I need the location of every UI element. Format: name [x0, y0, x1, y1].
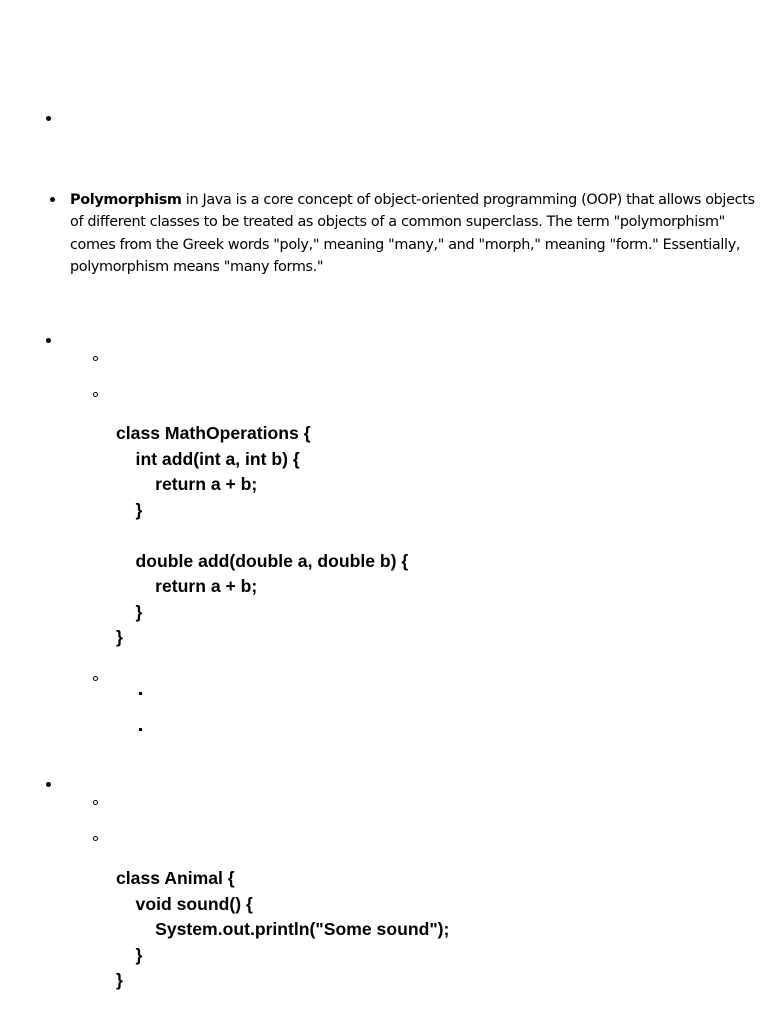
- code-block-method-overloading: class MathOperations { int add(int a, int b) { return a + b; } double add(double a, double b) { return a + b; } }: [116, 423, 409, 647]
- sub-sub-bullet-marker: [139, 728, 142, 731]
- sub-sub-bullet-marker: [139, 692, 142, 695]
- sub-bullet-marker: [93, 676, 98, 681]
- bullet-marker: [46, 782, 51, 787]
- sub-bullet-marker: [93, 800, 98, 805]
- sub-bullet-marker: [93, 392, 98, 397]
- polymorphism-definition-paragraph: [70, 189, 755, 278]
- bullet-marker: [46, 116, 51, 121]
- bullet-marker: [46, 338, 51, 343]
- sub-bullet-marker: [93, 836, 98, 841]
- code-block-method-overriding: class Animal { void sound() { System.out.println("Some sound"); } }: [116, 868, 450, 990]
- polymorphism-term: Polymorphism: [70, 192, 182, 208]
- sub-bullet-marker: [93, 356, 98, 361]
- polymorphism-definition-text: in Java is a core concept of object-oriented programming (OOP) that allows objects of different classes to be treated as objects of a common superclass. The term "polymorphism" comes from the Greek words "poly," meaning "many," and "morph," meaning "form." Essentially, polymorphism means "many forms.": [70, 192, 755, 275]
- bullet-marker: [50, 197, 55, 202]
